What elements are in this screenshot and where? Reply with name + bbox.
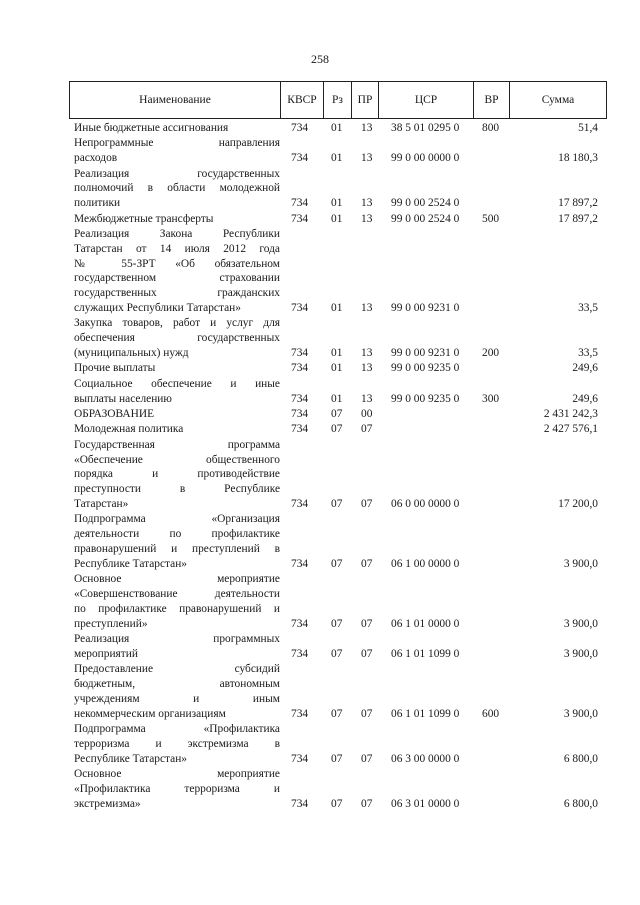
row-name [74,662,280,721]
cell-csr: 99 0 00 0000 0 [391,152,460,165]
cell-sum: 33,5 [578,302,598,314]
cell-vr: 600 [482,707,500,720]
cell-sum: 249,6 [572,392,598,405]
cell-rz: 01 [331,212,343,225]
row-name-line: «Обеспечение общественного [74,453,280,466]
table-row [0,361,640,376]
cell-pr: 07 [361,423,373,436]
row-name-line: служащих Республики Татарстан» [74,301,241,314]
cell-rz: 07 [331,797,343,810]
cell-rz: 01 [331,346,343,359]
header-rz: Рз [323,82,351,118]
row-name-line: по профилактике правонарушений и [74,602,280,615]
row-name [74,212,280,227]
cell-csr: 06 1 00 0000 0 [391,557,460,570]
row-name-line: Республике Татарстан» [74,557,187,570]
cell-sum: 2 431 242,3 [543,408,598,420]
cell-pr: 07 [361,617,373,630]
cell-pr: 13 [361,122,373,134]
cell-kvsr: 734 [291,647,309,660]
row-name-line: Реализация программных [74,633,280,645]
row-name-line: обеспечения государственных [74,332,280,345]
row-name-line: выплаты населению [74,392,172,405]
table-row [0,722,640,766]
row-name [74,512,280,571]
row-name-line: Предоставление субсидий [74,663,280,676]
cell-pr: 13 [361,152,373,165]
cell-kvsr: 734 [291,346,309,359]
cell-kvsr: 734 [291,707,309,720]
header-name: Наименование [139,94,211,106]
row-name [74,407,280,422]
cell-kvsr: 734 [291,197,309,210]
row-name [74,632,280,662]
cell-sum: 17 200,0 [558,497,598,510]
row-name-line: деятельности по профилактике [74,528,280,541]
row-name-line: ОБРАЗОВАНИЕ [74,408,155,420]
cell-csr: 06 1 01 1099 0 [391,647,460,660]
row-name-line: Прочие выплаты [74,362,156,375]
cell-csr: 99 0 00 9231 0 [391,346,460,359]
cell-csr: 06 3 01 0000 0 [391,797,460,810]
row-name-line: Подпрограмма «Организация [74,513,280,526]
cell-pr: 13 [361,362,373,375]
cell-kvsr: 734 [291,557,309,570]
cell-pr: 13 [361,392,373,405]
table-row [0,407,640,422]
cell-kvsr: 734 [291,122,309,134]
row-name-line: Государственная программа [74,438,280,451]
row-name-line: Основное мероприятие [74,573,280,586]
cell-kvsr: 734 [291,797,309,810]
header-sum: Сумма [509,82,606,118]
table-row [0,572,640,631]
cell-pr: 13 [361,302,373,314]
cell-pr: 07 [361,752,373,765]
cell-pr: 13 [361,197,373,210]
row-name [74,722,280,766]
row-name-line: некоммерческим организациям [74,707,226,720]
cell-rz: 01 [331,152,343,165]
cell-pr: 07 [361,557,373,570]
header-pr: ПР [351,82,378,118]
row-name [74,167,280,211]
row-name-line: Основное мероприятие [74,768,280,780]
table-row [0,767,640,811]
row-name-line: Социальное обеспечение и иные [74,377,280,390]
cell-csr: 06 3 00 0000 0 [391,752,460,765]
cell-sum: 33,5 [578,346,598,359]
cell-vr: 200 [482,346,500,359]
table-row [0,316,640,360]
cell-kvsr: 734 [291,212,309,225]
row-name-line: терроризма и экстремизма в [74,737,280,750]
cell-rz: 07 [331,707,343,720]
page-number: 258 [311,52,329,66]
cell-csr: 99 0 00 9235 0 [391,362,460,375]
cell-rz: 07 [331,617,343,630]
header-vr: ВР [473,82,509,118]
cell-sum: 17 897,2 [558,197,598,210]
row-name-line: правонарушений и преступлений в [74,542,280,555]
row-name-line: порядка и противодействие [74,468,280,481]
row-name-line: «Совершенствование деятельности [74,587,280,600]
table-row [0,377,640,407]
row-name-line: политики [74,197,121,210]
row-name-line: экстремизма» [74,797,141,810]
row-name [74,136,280,166]
row-name-line: (муниципальных) нужд [74,346,189,359]
table-row [0,422,640,437]
row-name-line: Молодежная политика [74,423,184,436]
cell-csr: 06 0 00 0000 0 [391,497,460,510]
table-row [0,227,640,316]
table-row [0,167,640,211]
cell-rz: 01 [331,122,343,134]
row-name-line: преступлений» [74,617,148,630]
cell-pr: 07 [361,707,373,720]
cell-kvsr: 734 [291,302,309,314]
cell-csr: 99 0 00 9235 0 [391,392,460,405]
row-name-line: «Профилактика терроризма и [74,782,280,795]
row-name-line: государственных гражданских [74,287,280,300]
row-name-line: Татарстан от 14 июля 2012 года [74,242,280,255]
cell-rz: 07 [331,752,343,765]
cell-kvsr: 734 [291,392,309,405]
row-name [74,767,280,811]
cell-kvsr: 734 [291,752,309,765]
cell-csr: 99 0 00 2524 0 [391,212,460,225]
cell-kvsr: 734 [291,408,309,420]
cell-pr: 07 [361,797,373,810]
cell-vr: 300 [482,392,500,405]
row-name-line: мероприятий [74,647,138,660]
row-name-line: Межбюджетные трансферты [74,212,214,225]
header-csr: ЦСР [378,82,473,118]
row-name-line: Реализация Закона Республики [74,228,280,240]
row-name-line: Подпрограмма «Профилактика [74,723,280,735]
cell-sum: 3 900,0 [563,707,598,720]
cell-rz: 07 [331,557,343,570]
table-row [0,121,640,136]
cell-csr: 06 1 01 0000 0 [391,617,460,630]
cell-pr: 07 [361,647,373,660]
row-name [74,121,280,136]
cell-sum: 3 900,0 [563,557,598,570]
row-name-line: расходов [74,152,118,165]
cell-kvsr: 734 [291,423,309,436]
row-name-line: преступности в Республике [74,483,280,496]
cell-vr: 500 [482,212,500,225]
row-name [74,572,280,631]
row-name-line: Закупка товаров, работ и услуг для [74,317,280,330]
cell-pr: 13 [361,212,373,225]
row-name-line: Непрограммные направления [74,137,280,150]
row-name-line: государственном страховании [74,272,280,285]
table-header [69,81,607,119]
cell-csr: 38 5 01 0295 0 [391,122,460,134]
cell-sum: 2 427 576,1 [543,423,598,436]
cell-sum: 17 897,2 [558,212,598,225]
cell-csr: 06 1 01 1099 0 [391,707,460,720]
row-name-line: Иные бюджетные ассигнования [74,122,229,134]
table-row [0,212,640,227]
table-row [0,136,640,166]
cell-csr: 99 0 00 9231 0 [391,302,460,314]
cell-vr: 800 [482,122,500,134]
cell-rz: 07 [331,497,343,510]
cell-rz: 01 [331,362,343,375]
cell-rz: 07 [331,647,343,660]
cell-pr: 07 [361,497,373,510]
cell-sum: 249,6 [572,362,598,375]
cell-csr: 99 0 00 2524 0 [391,197,460,210]
cell-sum: 18 180,3 [558,152,598,165]
row-name [74,227,280,316]
cell-pr: 13 [361,346,373,359]
cell-sum: 6 800,0 [563,752,598,765]
row-name [74,438,280,512]
cell-sum: 3 900,0 [563,617,598,630]
table-row [0,438,640,512]
cell-pr: 00 [361,408,373,420]
row-name-line: Татарстан» [74,497,129,510]
cell-rz: 01 [331,302,343,314]
row-name [74,316,280,360]
row-name [74,377,280,407]
row-name-line: бюджетным, автономным [74,677,280,690]
cell-kvsr: 734 [291,362,309,375]
cell-rz: 07 [331,408,343,420]
table-row [0,632,640,662]
row-name-line: учреждениям и иным [74,692,280,705]
cell-rz: 07 [331,423,343,436]
header-kvsr: КВСР [280,82,323,118]
table-row [0,512,640,571]
cell-kvsr: 734 [291,617,309,630]
table-row [0,662,640,721]
row-name-line: Реализация государственных [74,167,280,180]
cell-sum: 6 800,0 [563,797,598,810]
row-name-line: полномочий в области молодежной [74,182,280,195]
cell-kvsr: 734 [291,152,309,165]
row-name-line: Республике Татарстан» [74,752,187,765]
cell-sum: 3 900,0 [563,647,598,660]
cell-sum: 51,4 [578,122,598,134]
cell-rz: 01 [331,197,343,210]
row-name-line: № 55-ЗРТ «Об обязательном [74,257,280,270]
row-name [74,422,280,437]
cell-kvsr: 734 [291,497,309,510]
row-name [74,361,280,376]
cell-rz: 01 [331,392,343,405]
